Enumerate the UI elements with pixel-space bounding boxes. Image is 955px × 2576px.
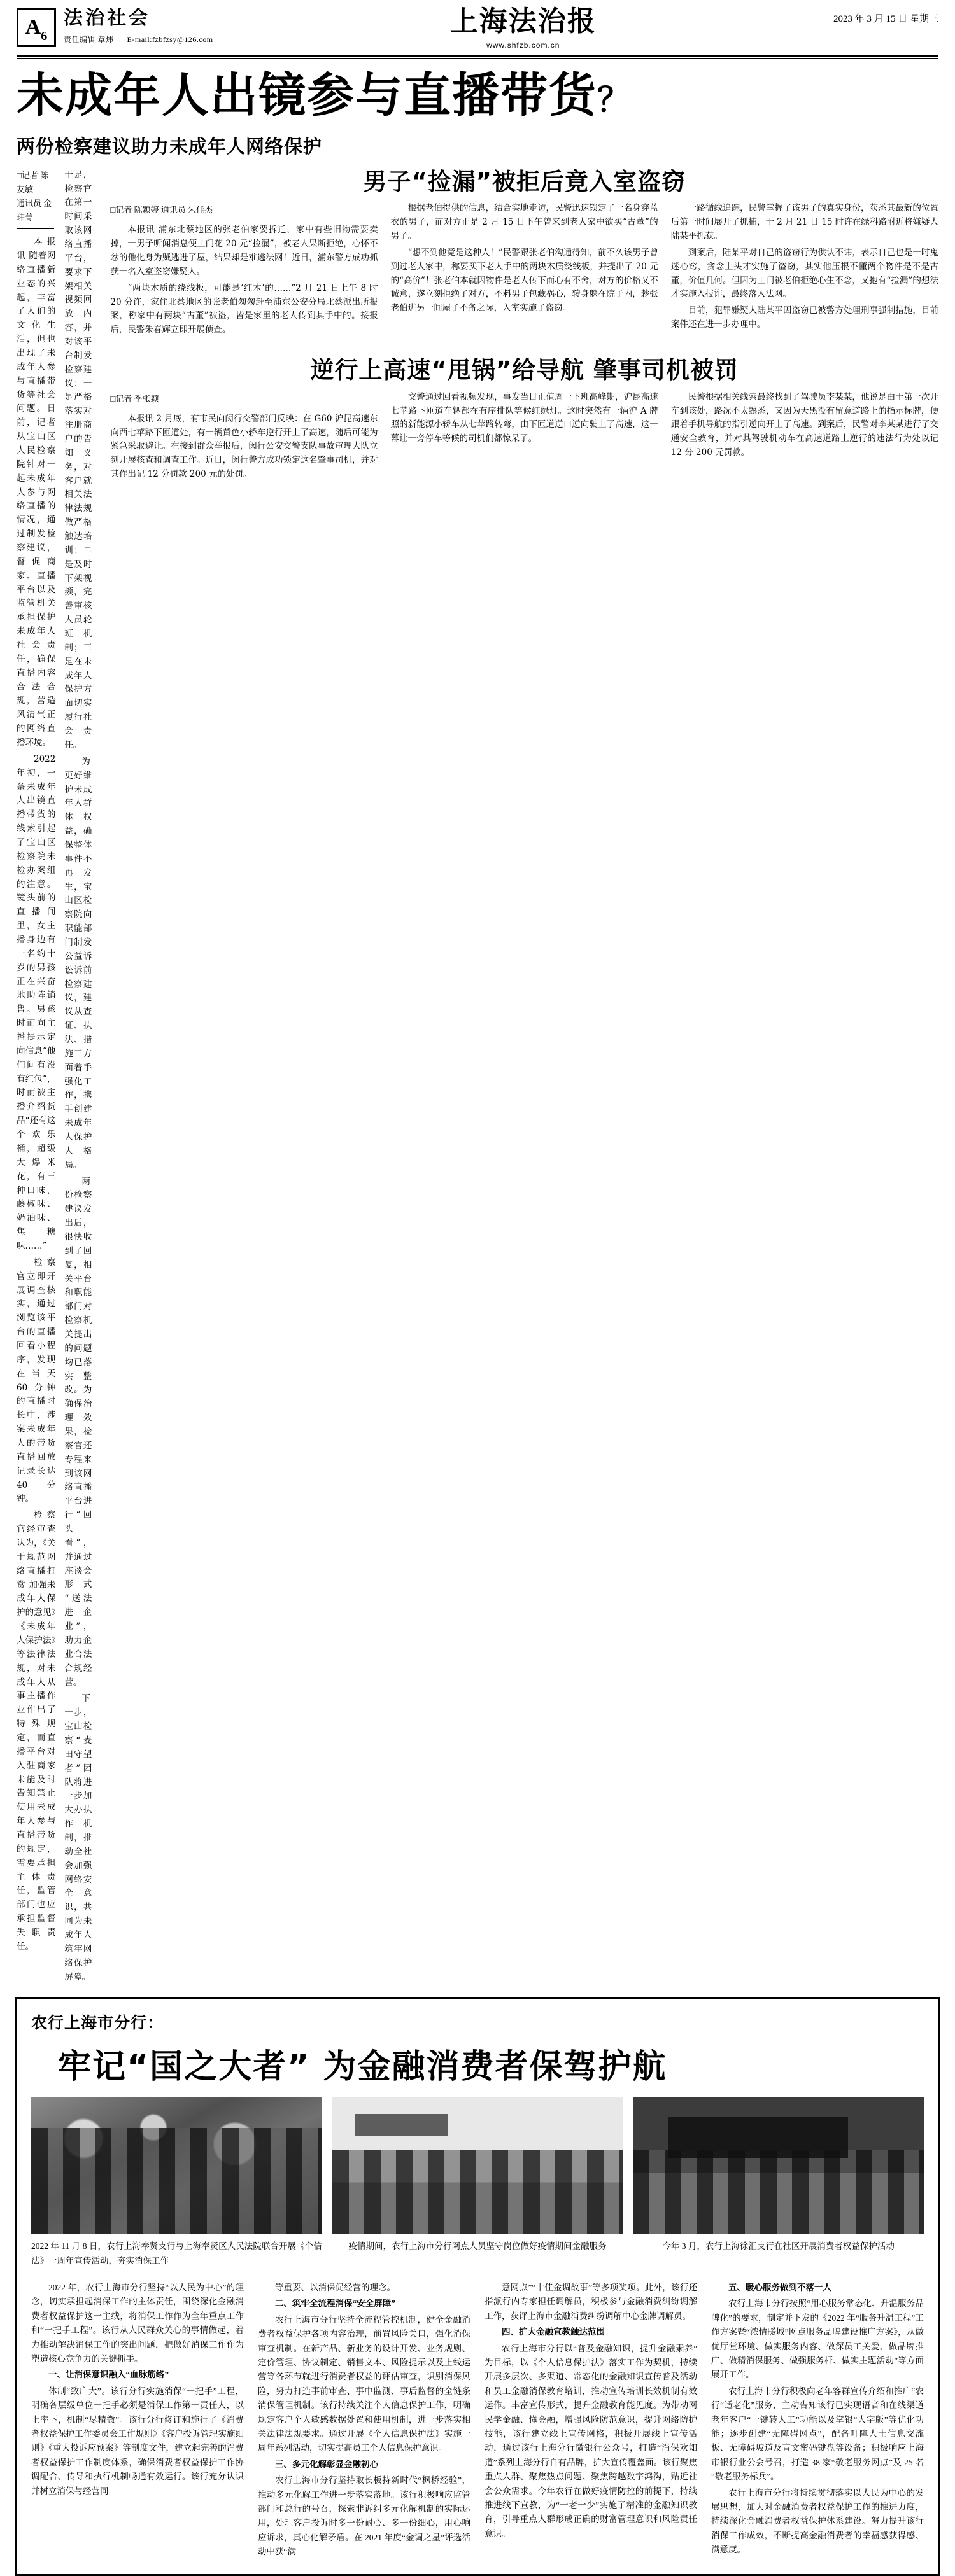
advertorial-col-4 [711, 2281, 924, 2561]
section-credits [64, 34, 213, 45]
photo-caption: 今年 3 月，农行上海徐汇支行在社区开展消费者权益保护活动 [662, 2241, 895, 2251]
folio-number: 6 [41, 29, 48, 43]
advertorial-para: 2022 年，农行上海市分行坚持“以人民为中心”的理念，切实承担起消保工作的主体责任，围绕深化金融消费者权益保护这一主线，将消保工作作为全年重点工作和“一把手工程”。该行从人民群众关心的事情做起，着力推动解决消保工作的突出问题，把做好消保工作作为塑造核心竞争力的关键抓手。 [31, 2282, 244, 2363]
section-block [64, 8, 213, 45]
bank-counter-photo-2 [332, 2097, 623, 2234]
advertorial-para: 农行上海市分行坚持取长板持新时代“枫桥经验”，推动多元化解工作进一步落实落地。该行积极响应监管部门和总行的号召，探索非诉纠多元化解机制的实际运用，处理客户投诉时多一份耐心、多一份细心，用心响应诉求，真心化解矛盾。在 2021 年度“金调之星”评选活动中获“满 [258, 2475, 470, 2557]
advertorial-photos [31, 2097, 924, 2268]
crowd-shape [31, 2128, 322, 2235]
masthead-rule [17, 55, 938, 57]
community-event-photo-3 [633, 2097, 924, 2234]
advertorial-para: 农行上海市分行将持续贯彻落实以人民为中心的发展思想，加大对金融消费者权益保护工作的推进力度，持续深化金融消费者权益保护体系建设。努力提升该行消保工作成效，不断提高金融消费者的幸福感获得感、满意度。 [711, 2488, 924, 2555]
folio-letter: A [25, 15, 41, 39]
editor-label: 责任编辑 [64, 35, 96, 44]
headline-question-mark: ？ [597, 81, 632, 120]
advertorial-col-2 [258, 2281, 470, 2561]
article-wrongway-byline: □记者 季张颖 [110, 393, 159, 403]
article-theft-para: 到案后，陆某平对自己的盗窃行为供认不讳，表示自己也是一时鬼迷心窍，贪念上头才实施了盗窃，其实他压根不懂两个物件是不是古董，价值几何。但因为上门被老伯拒绝心生不念，又抱有“捡漏”的想法才实施入技诈，最终落入法网。 [670, 247, 938, 300]
article-wrongway-col-3 [671, 391, 938, 484]
lead-para: 于是，检察官在第一时间采取该网络直播平台，要求下架相关视频回放内容，并对该平台制发检察建议：一是严格落实对注册商户的告知义务，对客户就相关法律法规做严格触达培训；二是及时下架视频，完善审核人员轮班机制；三是在未成年人保护方面切实履行社会责任。 [64, 169, 92, 750]
paper-name: 上海法治报 [449, 5, 597, 38]
page-title [17, 68, 938, 123]
article-wrongway-para: 交警通过回看视频发现，事发当日正值周一下班高峰期，沪昆高速七苹路下匝道车辆都在有序排队等候红绿灯。这时突然有一辆沪 A 牌照的新能源小轿车从七苹路转弯，由下匝道逆口逆向驶上了高速，这一幕让一旁停车等候的司机们都惊呆了。 [390, 391, 658, 444]
lead-column-2 [64, 169, 101, 1987]
photo-caption: 2022 年 11 月 8 日，农行上海奉贤支行与上海奉贤区人民法院联合开展《个信法》一周年宣传活动，夯实消保工作 [31, 2241, 322, 2265]
editor-email: E-mail:fzbfzsy@126.com [127, 35, 213, 44]
photo-cell-1 [31, 2097, 322, 2268]
article-wrongway-para: 民警根据相关线索最终找到了驾驶员李某某，他说是由于第一次开车到该处，路况不太熟悉，又因为天黑没有留意道路上的指示标牌，便跟着手机导航的指引逆向开上了高速。到案后，民警对李某某进行了交通安全教育，并对其驾驶机动车在高速道路上逆行的违法行为处以记 12 分 200 元罚款。 [670, 391, 938, 458]
paper-website[interactable]: www.shfzb.com.cn [486, 41, 560, 50]
advertorial-para: 体制“致广大”。该行分行实施消保“一把手”工程，明确各层级单位一把手必须是消保工作第一责任人，以上率下，机制“尽精微”。该行分行修订和施行了《消费者权益保护工作委员会工作规则》《客户投诉管理实施细则》《重大投诉应预案》等制度文件，建立起完善的消费者权益保护工作制度体系，确保消费者权益保护工作协调配合、传导和执行机制畅通有效运行。该行充分认识并树立消保与经营同 [31, 2386, 244, 2496]
article-wrongway-para: 本报讯 2 月底，有市民向闵行交警部门反映：在 G60 沪昆高速东向西七苹路下匝道处，有一辆黄色小轿车逆行开上了高速，随后可能为紧急采取避让。在接到群众举报后，闵行公安交警支队事故审理大队立刻开展核查和调查工作。近日，闵行警方成功锁定这名肇事司机，并对其作出记 12 分罚款 200 元的处罚。 [110, 413, 378, 480]
advertorial-para: 农行上海市分行积极向老年客群宣传介绍和推广“农行“适老化”服务，主动告知该行已实现语音和在线渠道老年客户“一键转人工”功能以及掌银“大字版”等优化功能；逐步创建“无障碍网点”，配备叮障人士信息交流板、无障碍坡道及盲文密码键盘等设备；积极响应上海市银行业公会号召，打造 38 家“敬老服务网点”及 25 名“敬老服务标兵”。 [711, 2386, 924, 2482]
advertorial-block [15, 1997, 940, 2575]
article-wrongway [110, 357, 938, 484]
masthead-center [213, 5, 833, 50]
article-theft-para: 根据老伯提供的信息，结合实地走访，民警迅速锁定了一名身穿蓝衣的男子，而对方正是 2 月 15 日下午曾来到老人家中欲买“古董”的男子。 [390, 203, 658, 241]
photo-cell-3 [633, 2097, 924, 2268]
editor-name: 章炜 [97, 35, 114, 44]
advertorial-col-1 [31, 2281, 244, 2561]
lead-para: 2022 年初，一条未成年人出镜直播带货的线索引起了宝山区检察院未检办案组的注意。镜头前的直播间里，女主播身边有一名约十岁的男孩正在兴奋地助阵销售。男孩时而向主播提示定向信息“他们问有没有红包”，时而被主播介绍货品“还有这个欢乐桶，超级大爆米花，有三种口味，藤椒味、奶油味、焦糖味……” [17, 753, 56, 1251]
advertorial-para: 农行上海市分行按照“用心服务常态化、升温服务品牌化”的要求，制定并下发的《2022 年“服务升温工程”工作方案暨“浓情暖城”网点服务品牌建设推广方案》，从做优厅堂环境、做实服务内容、做深员工关爱、做品牌推广、做精消保服务、做强服务杆、做实主题活动”等方面展开工作。 [711, 2299, 924, 2380]
article-theft-para: “两块木质的绕线板，可能是‘红木’的……”2 月 21 日上午 8 时 20 分许，家住北蔡地区的张老伯匆匆赶至浦东公安分局北蔡派出所报案，称家中有两块“古董”被盗，皆是家里的老人传到其手中的。接报后，民警朱春辉立即开展侦查。 [110, 283, 378, 335]
article-theft-byline: □记者 陈颖婷 通讯员 朱佳杰 [110, 205, 213, 215]
headline-text: 未成年人出镜参与直播带货 [17, 68, 597, 123]
lead-para: 检察官立即开展调查核实，通过浏览该平台的直播回看小程序，发现在当天 60 分钟的直播时长中，涉案未成年人的带货直播回放记录长达 40 分钟。 [17, 1257, 56, 1504]
lead-headline-block [0, 59, 955, 158]
lead-para: 下一步，宝山检察“麦田守望者”团队将进一步加大办执作机制，推动全社会加强网络安全意识，共同为未成年人筑牢网络保护屏障。 [64, 1693, 92, 1982]
advertorial-subhead: 四、扩大金融宣教触达范围 [502, 2327, 605, 2337]
advertorial-subhead: 三、多元化解彰显金融初心 [275, 2459, 378, 2469]
lead-para: 检察官经审查认为，《关于规范网络直播打赏 加强未成年人保护的意见》《未成年人保护法》等法律法规，对未成年人从事主播作业作出了特殊规定，而直播平台对入驻商家未能及时告知禁止使用未成年人参与直播带货的规定，需要承担主体责任，监管部门也应承担监督失职责任。 [17, 1510, 56, 1952]
article-theft-col-3 [671, 202, 938, 340]
masthead-left [17, 8, 213, 47]
advertorial-subhead: 一、让消保意识融入“血脉筋络” [48, 2370, 169, 2380]
bank-outreach-photo-1 [31, 2097, 322, 2234]
page-folio [17, 8, 56, 47]
article-theft-col-1 [110, 202, 378, 340]
advertorial-para: 意网点”“十佳金调故事”等多项奖项。此外，该行还指派行内专家担任调解员，积极参与金融消费纠纷调解工作，获评上海市金融消费纠纷调解中心金牌调解员。 [485, 2282, 697, 2321]
lead-correspondent: 通讯员 金玮菁 [17, 198, 52, 222]
advertorial-col-3 [485, 2281, 697, 2561]
top-article-area [0, 158, 955, 1987]
lead-para: 本报讯 随着网络直播新业态的兴起，丰富了人们的文化生活，但也出现了未成年人参与直播带货等社会问题。日前，记者从宝山区人民检察院针对一起未成年人参与网络直播的情况，通过制发检察建议，督促商家、直播平台以及监管机关承担保护未成年人社会责任，确保直播内容合法合规，营造风清气正的网络直播环境。 [17, 237, 56, 748]
photo-caption: 疫情期间，农行上海市分行网点人员坚守岗位做好疫情期间金融服务 [348, 2241, 607, 2251]
section-title: 法治社会 [64, 7, 150, 29]
article-wrongway-col-2 [391, 391, 658, 484]
article-wrongway-col-1 [110, 391, 378, 484]
advertorial-subhead: 二、筑牢全流程消保“安全屏障” [275, 2299, 395, 2309]
audience-shape [633, 2150, 924, 2234]
lead-para: 两份检察建议发出后，很快收到了回复，相关平台和职能部门对检察机关提出的问题均已落实整改。为确保治理效果，检察官还专程来到该网络直播平台进行“回头看”，并通过座谈会形式“送法进企业”，助力企业合法合规经营。 [64, 1176, 92, 1688]
photo-cell-2 [332, 2097, 623, 2268]
article-theft-para: “想不到他竟是这种人！”民警跟张老伯沟通得知，前不久该男子曾到过老人家中，称要买下老人手中的两块木质绕线板，并提出了 20 元的“高价”！张老伯本就因物件是老人传下而心有不舍，对方的价格又不诚意，遂立刻拒绝了对方，不料男子包藏祸心，转身躲在院子内，趁张老伯进另一间屋子不备之际，入室实施了盗窃。 [390, 247, 658, 314]
article-wrongway-columns [110, 391, 938, 484]
lead-reporter: □记者 陈友敏 [17, 170, 49, 194]
lead-column-1 [17, 169, 64, 1987]
article-theft-para: 本报讯 浦东北蔡地区的张老伯家要拆迁，家中有些旧物需要卖掉，一男子听闻消息便上门花 20 元“捡漏”，被老人果断拒绝，心怀不忿的他化身为贼逃进了屋，结果却是难逃法网！近日，浦东警方成功抓获一名入室盗窃嫌疑人。 [110, 225, 378, 277]
lead-para: 为更好维护未成年人群体权益，确保整体事件不再发生，宝山区检察院向职能部门制发公益诉讼诉前检察建议，建议从查证、执法、措施三方面着手强化工作，携手创建未成年人保护人格局。 [64, 756, 92, 1170]
article-theft-col-2 [391, 202, 658, 340]
article-theft [110, 169, 938, 340]
byline-divider [17, 228, 54, 229]
right-articles [101, 169, 938, 1987]
masthead [0, 0, 955, 50]
issue-date: 2023 年 3 月 15 日 星期三 [833, 14, 938, 24]
article-theft-para: 一路循线追踪，民警掌握了该男子的真实身份，获悉其最新的位置后第一时间展开了抓捕，于 2 月 21 日 15 时许在绿科路附近将嫌疑人陆某平抓获。 [670, 203, 938, 241]
advertorial-para: 农行上海市分行坚持全流程管控机制，健全金融消费者权益保护各项内容治理，前置风险关口，强化消保审查机制。在新产品、新业务的设计开发、业务规则、定价管理、协议制定、销售文本、风险提示以及上线运营等各环节就进行消费者权益的评估审查，识别消保风险，努力打造事前审查、事中监测、事后监督的全链条消保管理机制。该行持续关注个人信息保护工作，明确规定客户个人敏感数据处置和使用机制，进一步落实相关法律法规要求。通过开展《个人信息保护法》实施一周年系列活动，切实提高员工个人信息保护意识。 [258, 2314, 470, 2453]
article-wrongway-headline: 逆行上高速“甩锅”给导航 肇事司机被罚 [310, 356, 739, 384]
advertorial-subhead: 五、暖心服务做到不落一人 [728, 2282, 831, 2292]
advertorial-kicker: 农行上海市分行： [31, 2013, 164, 2033]
article-theft-columns [110, 202, 938, 340]
article-theft-para: 目前，犯罪嫌疑人陆某平因盗窃已被警方处理刑事强制措施，目前案件还在进一步办理中。 [670, 305, 938, 330]
lead-byline [17, 169, 55, 225]
staff-shape [332, 2150, 623, 2234]
advertorial-para: 等重要、以消保促经营的理念。 [275, 2282, 395, 2292]
advertorial-text-columns [31, 2281, 924, 2561]
advertorial-para: 农行上海市分行以“普及金融知识，提升金融素养”为目标，以《个人信息保护法》落实工作为契机，持续开展多层次、多渠道、常态化的金融知识宣传普及活动和员工金融消保教育培训，推动宣传培训长效机制有效运作。丰富宣传形式，提升金融教育能见度。为带动网民学金融、懂金融，增强风险防范意识，提升网络防护技能，该行建立线上宣传网格，积极开展线上宣传活动，通过该行上海分行微银行公众号，打造“消保欢知道”系列上海分行自有品牌，扩大宣传覆盖面。该行聚焦重点人群、聚焦热点问题、聚焦跨越数字鸿沟，贴近社会公众需求。今年农行在做好疫情防控的前提下，持续推进线下宣教，为“一老一少”实施了精准的金融知识教育，引导重点人群形成正确的财富管理意识和风险责任意识。 [485, 2343, 697, 2538]
lead-subheadline: 两份检察建议助力未成年人网络保护 [17, 135, 323, 157]
article-theft-headline: 男子“捡漏”被拒后竟入室盗窃 [363, 167, 686, 195]
advertorial-title: 牢记“国之大者” 为金融消费者保驾护航 [58, 2048, 667, 2087]
